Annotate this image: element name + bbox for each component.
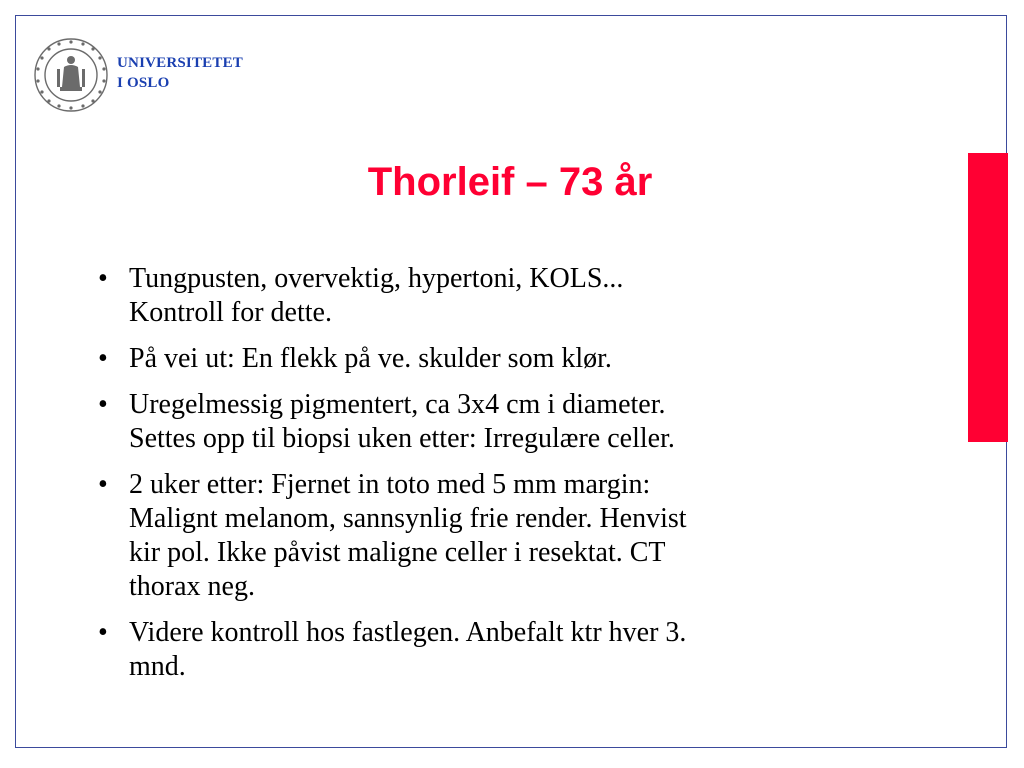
bullet-list — [98, 262, 838, 696]
bullet-item — [98, 468, 838, 604]
bullet-marker: • — [98, 617, 108, 648]
seal-icon — [33, 37, 109, 113]
brand-line-1: UNIVERSITETET — [117, 55, 243, 71]
bullet-text: Uregelmessig pigmentert, ca 3x4 cm i diameter. Settes opp til biopsi uken etter: Irregulære celler. — [129, 389, 675, 454]
bullet-item — [98, 262, 838, 330]
bullet-text: 2 uker etter: Fjernet in toto med 5 mm margin: Malignt melanom, sannsynlig frie render. Henvist kir pol. Ikke påvist maligne celler i resektat. CT thorax neg. — [129, 469, 687, 602]
bullet-marker: • — [98, 389, 108, 420]
bullet-marker: • — [98, 263, 108, 294]
bullet-marker: • — [98, 343, 108, 374]
bullet-text: Tungpusten, overvektig, hypertoni, KOLS... Kontroll for dette. — [129, 263, 624, 328]
brand-line-2: I OSLO — [117, 75, 170, 91]
university-wordmark — [117, 53, 243, 93]
bullet-item — [98, 616, 838, 684]
accent-bar — [968, 153, 1008, 442]
slide-title: Thorleif – 73 år — [367, 160, 653, 204]
bullet-marker: • — [98, 469, 108, 500]
bullet-text: Videre kontroll hos fastlegen. Anbefalt ktr hver 3. mnd. — [129, 617, 687, 682]
bullet-text: På vei ut: En flekk på ve. skulder som klør. — [129, 343, 612, 374]
bullet-item — [98, 388, 838, 456]
university-seal-logo — [33, 37, 109, 113]
bullet-item — [98, 342, 838, 376]
